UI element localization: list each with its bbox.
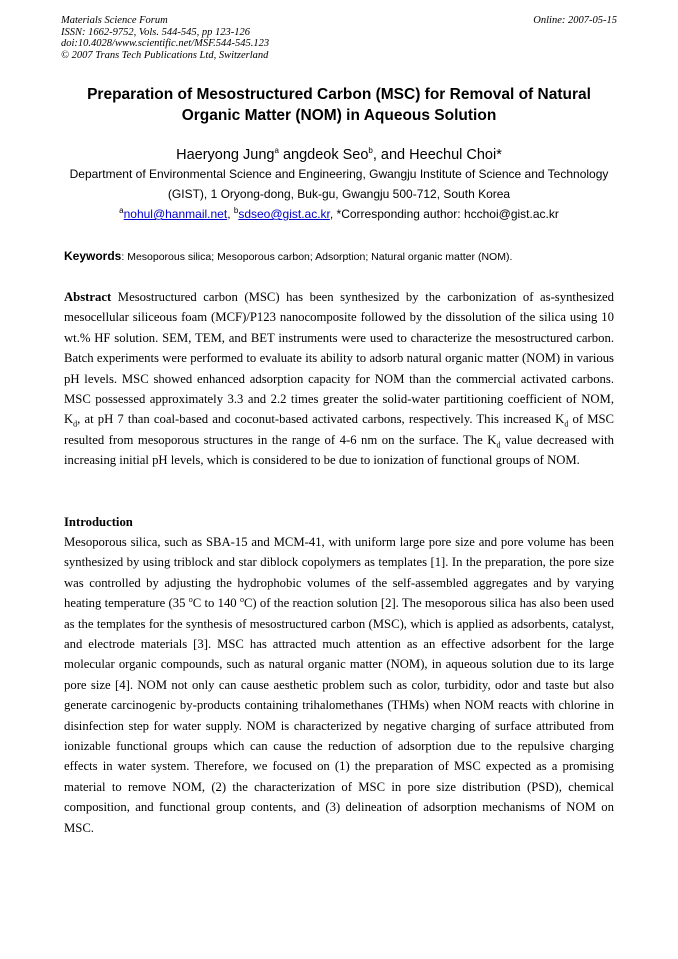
journal-header [61, 15, 617, 61]
abstract-text-2: , at pH 7 than coal-based and coconut-based activated carbons, respectively. This increased K [77, 412, 565, 427]
intro-text-3: C) of the reaction solution [2]. The mesoporous silica has also been used as the templates for the synthesis of mesostructured carbon (MSC), which is applied as adsorbents, catalyst, and electrode materials [3]. MSC has attracted much attention as an effective adsorbent for the large molecular organic compounds, such as natural organic matter (NOM), in aqueous solution due to its large pore size [4]. NOM not only can cause aesthetic problem such as color, turbidity, odor and taste but also generate carcinogenic by-products containing trihalomethanes (THMs) when NOM reacts with chlorine in disinfection step for water supply. NOM is characterized by negative charging of surface attributed from ionizable functional groups which can cause the reduction of adsorption due to the repulsive charging effects in water system. Therefore, we focused on (1) the preparation of MSC expected as a promising material to remove NOM, (2) the characterization of MSC in pore size distribution (PSD), chemical composition, and functional group contents, and (3) delineation of adsorption mechanisms of NOM on MSC. [64, 596, 614, 835]
author-2: angdeok Seo [278, 147, 369, 163]
introduction-body [64, 532, 614, 838]
abstract-text-4: value decreased with increasing initial pH levels, which is considered to be due to ionization of functional groups of NOM. [64, 432, 614, 468]
author-1: Haeryong Jung [176, 147, 275, 163]
paper-title: Preparation of Mesostructured Carbon (MSC) for Removal of Natural Organic Matter (NOM) in Aqueous Solution [87, 86, 591, 124]
email-separator: , [227, 207, 234, 221]
copyright-line: © 2007 Trans Tech Publications Ltd, Switzerland [61, 49, 269, 61]
intro-text-1: Mesoporous silica, such as SBA-15 and MCM-41, with uniform large pore size and pore volume has been synthesized by using triblock and star diblock copolymers as templates [1]. In the preparation, the pore size was controlled by adjusting the hydrophobic volumes of the self-assembled aggregates and by varying heating temperature (35 [64, 535, 614, 611]
keywords-text: : Mesoporous silica; Mesoporous carbon; Adsorption; Natural organic matter (NOM). [121, 251, 513, 263]
journal-name: Materials Science Forum [61, 15, 168, 26]
abstract-sub-1: d [73, 419, 78, 429]
introduction-heading: Introduction [64, 515, 133, 529]
intro-text-2: C to 140 [192, 596, 240, 611]
intro-degree-1: o [188, 594, 193, 604]
author-3: , and Heechul Choi* [372, 147, 502, 163]
abstract-sub-3: d [496, 440, 501, 450]
email-link-a[interactable]: nohul@hanmail.net [123, 207, 228, 221]
doi-line: doi:10.4028/www.scientific.net/MSF.544-545.123 [61, 38, 270, 49]
corresponding-author: , *Corresponding author: hcchoi@gist.ac.kr [329, 207, 559, 221]
abstract-label: Abstract [64, 290, 112, 304]
affiliation: Department of Environmental Science and Engineering, Gwangju Institute of Science and Technology (GIST), 1 Oryong-dong, Buk-gu, Gwangju 500-712, South Korea [69, 167, 609, 201]
email-b-sup: b [233, 206, 239, 215]
intro-degree-2: o [239, 594, 244, 604]
keywords-label: Keywords [64, 249, 122, 263]
online-date: Online: 2007-05-15 [533, 15, 617, 26]
issn-line: ISSN: 1662-9752, Vols. 544-545, pp 123-126 [61, 26, 250, 38]
author-2-sup: b [368, 146, 373, 156]
keywords [64, 248, 614, 265]
author-1-sup: a [274, 146, 279, 156]
abstract-text-1: Mesostructured carbon (MSC) has been synthesized by the carbonization of as-synthesized mesocellular siliceous foam (MCF)/P123 nanocomposite followed by the dissolution of the silica using 10 wt.% HF solution. SEM, TEM, and BET instruments were used to characterize the mesostructured carbon. Batch experiments were performed to evaluate its ability to adsorb natural organic matter (NOM) in various pH levels. MSC showed enhanced adsorption capacity for NOM than the commercial activated carbons. MSC possessed approximately 3.3 and 2.2 times greater the solid-water partitioning coefficient of NOM, K [64, 290, 614, 427]
abstract-sub-2: d [564, 419, 569, 429]
email-a-sup: a [119, 206, 124, 215]
email-line [64, 205, 614, 223]
author-list [64, 145, 614, 165]
abstract [64, 287, 614, 471]
email-link-b[interactable]: sdseo@gist.ac.kr [238, 207, 330, 221]
abstract-text-3: of MSC resulted from mesoporous structures in the range of 4-6 nm on the surface. The K [64, 412, 614, 447]
